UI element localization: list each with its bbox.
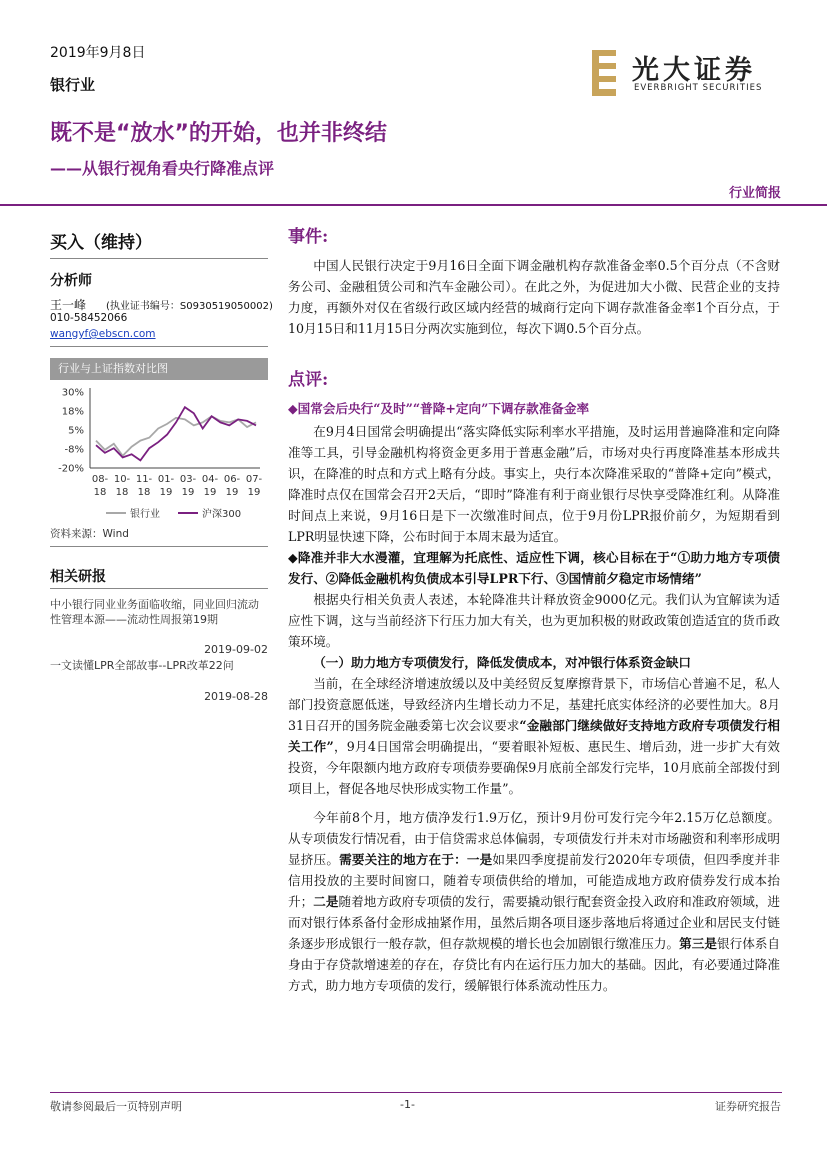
paragraph-3 xyxy=(288,673,780,799)
footer-report-label: 证券研究报告 xyxy=(715,1100,781,1113)
y-tick-label: -20% xyxy=(58,463,84,475)
event-text: 中国人民银行决定于9月16日全面下调金融机构存款准备金率0.5个百分点（不含财务公司、金融租赁公司和汽车金融公司）。在此之外，为促进加大小微、民营企业的支持力度，再额外对仅在省级行政区域内经营的城商行定向下调存款准备金率1个百分点，于10月15日和11月15日分两次实施到位，每次下调0.5个百分点。 xyxy=(288,258,780,336)
paragraph-3-text: ，9月4日国常会明确提出，“要着眼补短板、惠民生、增后劲，进一步扩大有效投资，今年限额内地方政府专项债券要确保9月底前全部发行完毕，10月底前全部拨付到项目上，督促各地尽快形成实物工作量”。 xyxy=(288,739,780,796)
y-tick-label: -8% xyxy=(64,444,84,456)
paragraph-4 xyxy=(288,807,780,996)
x-tick-label: 18 xyxy=(115,487,129,498)
x-tick-label: 19 xyxy=(247,487,261,498)
sidebar-divider xyxy=(50,258,268,259)
comment-heading: 点评: xyxy=(288,370,329,390)
legend-label-bank: 银行业 xyxy=(130,509,160,520)
rating: 买入（维持） xyxy=(50,233,152,253)
x-tick-label: 07- xyxy=(245,474,263,485)
x-tick-label: 19 xyxy=(181,487,195,498)
paragraph-4-text: 今年前8个月，地方债净发行1.9万亿，预计9月份可发行完今年2.15万亿总额度。从专项债发行情况看，由于信贷需求总体偏弱，专项债发行并未对市场融资和利率形成明显挤压。 xyxy=(288,810,780,867)
analyst-heading: 分析师 xyxy=(50,273,92,289)
analyst-phone: 010-58452066 xyxy=(50,312,128,324)
related-heading: 相关研报 xyxy=(50,569,106,585)
related-report-title[interactable]: 中小银行同业业务面临收缩，同业回归流动性管理本源——流动性周报第19期 xyxy=(50,598,259,626)
event-paragraph xyxy=(288,255,780,339)
paragraph-1: 在9月4日国常会明确提出“落实降低实际利率水平措施，及时运用普遍降准和定向降准等工具，引导金融机构将资金更多用于普惠金融”后，市场对央行再度降准基本形成共识，在降准的时点和方式上略有分歧。事实上，央行本次降准采取的“普降+定向”模式，降准时点仅在国常会召开2天后，“即时”降准有利于商业银行尽快享受降准红利。从降准时间点上来说，9月16日是下一次缴准时间点，位于9月份LPR报价前夕，为短期看到LPR明显快速下降，公布时间于本周末最为适宜。 xyxy=(288,424,780,544)
comparison-chart xyxy=(50,380,268,520)
page-number: -1- xyxy=(400,1098,415,1111)
sidebar-divider xyxy=(50,588,268,589)
logo-text-en: EVERBRIGHT SECURITIES xyxy=(634,83,763,93)
report-type: 行业简报 xyxy=(728,186,781,201)
y-tick-label: 18% xyxy=(61,406,84,418)
x-tick-label: 11- xyxy=(135,474,153,485)
paragraph-4-emphasis: 二是 xyxy=(313,894,339,909)
footer-divider xyxy=(50,1092,782,1093)
everbright-logo-icon xyxy=(592,50,616,96)
x-tick-label: 19 xyxy=(203,487,217,498)
logo-text-cn: 光大证券 xyxy=(632,55,756,86)
paragraph-4-emphasis: 第三是 xyxy=(679,936,717,951)
related-report-date: 2019-08-28 xyxy=(204,690,268,703)
x-tick-label: 19 xyxy=(225,487,239,498)
comment-body xyxy=(288,398,780,996)
chart-title: 行业与上证指数对比图 xyxy=(50,358,268,380)
x-tick-label: 08- xyxy=(91,474,109,485)
section-heading-1: ◆国常会后央行“及时”“普降+定向”下调存款准备金率 xyxy=(288,401,590,416)
paragraph-4-text: 银行体系自身由于存贷款增速差的存在，存贷比有内在运行压力加大的基础。因此，有必要通过降准方式，助力地方专项债的发行，缓解银行体系流动性压力。 xyxy=(288,936,781,993)
paragraph-4-text: 如果四季度提前发行2020年专项债，但四季度并非信用投放的主要时间窗口，随着专项债供给的增加，可能造成地方政府债券发行成本抬升； xyxy=(288,852,780,909)
footer-disclaimer: 敬请参阅最后一页特别声明 xyxy=(50,1100,182,1113)
sidebar-divider xyxy=(50,546,268,547)
report-subtitle: ——从银行视角看央行降准点评 xyxy=(50,159,275,178)
everbright-logo xyxy=(592,50,782,100)
event-heading: 事件: xyxy=(288,227,329,247)
analyst-name: 王一峰 xyxy=(50,298,87,312)
x-tick-label: 18 xyxy=(93,487,107,498)
x-tick-label: 03- xyxy=(179,474,197,485)
x-tick-label: 04- xyxy=(201,474,219,485)
section-heading-2: ◆降准并非大水漫灌，宜理解为托底性、适应性下调，核心目标在于“①助力地方专项债发行、②降低金融机构负债成本引导LPR下行、③国情前夕稳定市场情绪” xyxy=(288,550,780,586)
paragraph-3-quote: “金融部门继续做好支持地方政府专项债发行相关工作” xyxy=(288,718,780,754)
paragraph-2: 根据央行相关负责人表述，本轮降准共计释放资金9000亿元。我们认为宜解读为适应性下调，这与当前经济下行压力加大有关，也为更加积极的财政政策创造适宜的货币政策环境。 xyxy=(288,592,780,649)
report-date: 2019年9月8日 xyxy=(50,45,146,61)
paragraph-4-text: 随着地方政府专项债的发行，需要撬动银行配套资金投入政府和准政府领域，进而对银行体系备付金形成抽紧作用，虽然后期各项目逐步落地后将通过企业和居民支付链条逐步形成银行一般存款，但存款规模的增长也会加剧银行缴准压力。 xyxy=(288,894,781,951)
y-tick-label: 5% xyxy=(68,425,84,437)
x-tick-label: 06- xyxy=(223,474,241,485)
analyst-email-link[interactable]: wangyf@ebscn.com xyxy=(50,328,156,340)
sector-label: 银行业 xyxy=(50,76,96,94)
paragraph-4-emphasis: 需要关注的地方在于：一是 xyxy=(339,852,493,867)
x-tick-label: 01- xyxy=(157,474,175,485)
report-title: 既不是“放水”的开始，也并非终结 xyxy=(50,121,387,146)
y-tick-label: 30% xyxy=(61,387,84,399)
related-report-title[interactable]: 一文读懂LPR全部故事--LPR改革22问 xyxy=(50,659,234,672)
x-tick-label: 10- xyxy=(113,474,131,485)
chart-source: 资料来源：Wind xyxy=(50,528,129,540)
x-tick-label: 19 xyxy=(159,487,173,498)
paragraph-3-text: 当前，在全球经济增速放缓以及中美经贸反复摩擦背景下，市场信心普遍不足，私人部门投资意愿低迷，导致经济内生增长动力不足，基建托底实体经济的必要性加大。8月31日召开的国务院金融委第七次会议要求 xyxy=(288,676,780,733)
sidebar-divider xyxy=(50,346,268,347)
analyst-cert: (执业证书编号：S0930519050002) xyxy=(106,301,273,312)
header-divider xyxy=(0,204,827,206)
legend-label-hs300: 沪深300 xyxy=(202,509,242,520)
x-tick-label: 18 xyxy=(137,487,151,498)
related-report-date: 2019-09-02 xyxy=(204,643,268,656)
subsection-heading: （一）助力地方专项债发行，降低发债成本，对冲银行体系资金缺口 xyxy=(313,655,691,670)
